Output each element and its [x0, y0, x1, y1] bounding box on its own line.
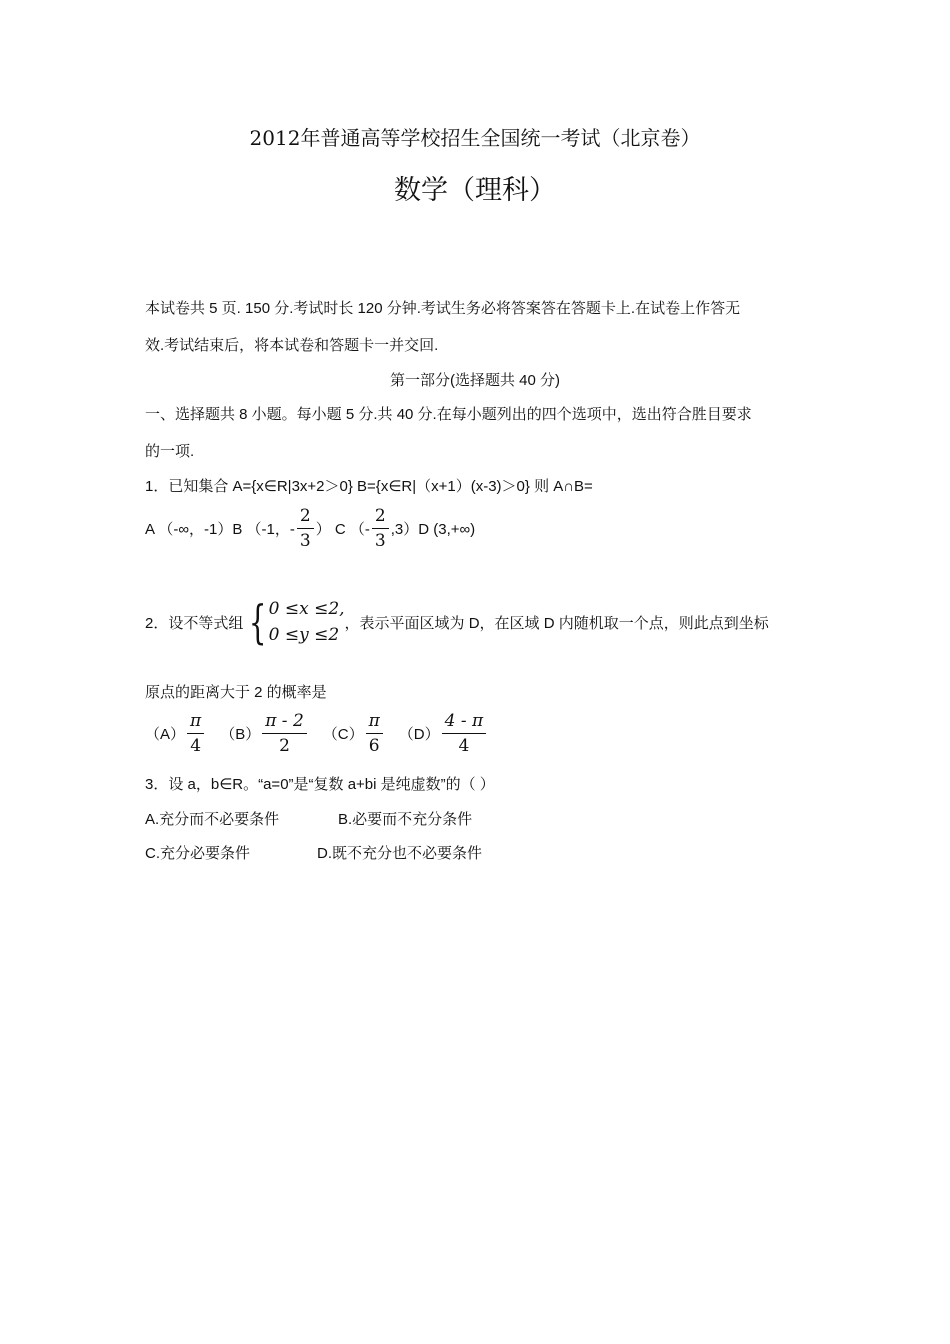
q2-option-b-num: π - 2	[262, 711, 307, 734]
q2-option-c-fraction	[366, 711, 383, 756]
q1-fraction-1	[297, 506, 314, 551]
q1-fraction-1-den: 3	[299, 531, 311, 551]
q2-option-b-label: （B）	[220, 726, 261, 743]
q3-option-d: D.既不充分也不必要条件	[317, 845, 483, 862]
q2-option-a-label: （A）	[145, 726, 186, 743]
q1-stem: 1．已知集合 A={x∈R|3x+2＞0} B={x∈R|（x+1）(x-3)＞0} 则 A∩B=	[145, 478, 593, 495]
q2-option-c-label: （C）	[322, 726, 364, 743]
q3-option-b: B.必要而不充分条件	[338, 811, 473, 828]
q2-option-b	[220, 711, 309, 756]
q3-stem: 3．设 a，b∈R。“a=0”是“复数 a+bi 是纯虚数”的（ ）	[145, 776, 495, 793]
q1-fraction-2	[372, 506, 389, 551]
q2-option-b-fraction	[262, 711, 307, 756]
q2-option-c-den: 6	[368, 736, 380, 756]
part1-instruction-2: 的一项.	[145, 443, 195, 460]
q2-inequality-1: 0 ≤x ≤2,	[268, 599, 345, 619]
q1-fraction-2-den: 3	[374, 531, 386, 551]
q2-option-c-num: π	[366, 711, 383, 734]
q1-option-ab: A （-∞，-1）B （-1，-	[145, 521, 295, 538]
intro-line-2: 效.考试结束后，将本试卷和答题卡一并交回.	[145, 337, 439, 354]
q1-option-cd: ,3）D (3,+∞)	[390, 521, 476, 538]
q1-options	[145, 506, 475, 551]
q2-option-d-fraction	[442, 711, 487, 756]
q2-stem	[145, 596, 769, 648]
q1-option-b-tail: ） C （-	[315, 521, 370, 538]
intro-line-1: 本试卷共 5 页. 150 分.考试时长 120 分钟.考试生务必将答案答在答题卡上.在试卷上作答无	[145, 300, 741, 317]
q2-option-d-label: （D）	[398, 726, 440, 743]
q2-option-d	[399, 711, 488, 756]
q2-prefix: 2．设不等式组	[145, 614, 244, 632]
q2-option-d-num: 4 - π	[442, 711, 487, 734]
q2-options	[145, 711, 488, 756]
q2-inequality-system	[269, 596, 345, 648]
q2-option-a-fraction	[187, 711, 204, 756]
q2-suffix: ，表示平面区域为 D，在区域 D 内随机取一个点，则此点到坐标	[344, 614, 769, 632]
left-brace-icon: {	[249, 595, 267, 649]
part1-instruction-1: 一、选择题共 8 小题。每小题 5 分.共 40 分.在每小题列出的四个选项中，选出符合胜目要求	[145, 406, 752, 423]
q1-fraction-2-num: 2	[372, 506, 389, 529]
q2-option-d-den: 4	[458, 736, 470, 756]
q1-fraction-1-num: 2	[297, 506, 314, 529]
q2-option-b-den: 2	[279, 736, 290, 756]
q3-option-a: A.充分而不必要条件	[145, 811, 280, 828]
q3-option-c: C.充分必要条件	[145, 845, 251, 862]
q2-option-a-num: π	[187, 711, 204, 734]
exam-subtitle: 数学（理科）	[394, 175, 556, 206]
q2-inequality-2: 0 ≤y ≤2	[268, 625, 340, 645]
q2-line-2: 原点的距离大于 2 的概率是	[145, 684, 327, 701]
q2-option-c	[323, 711, 385, 756]
q2-option-a	[145, 711, 206, 756]
q2-option-a-den: 4	[190, 736, 202, 756]
part1-heading: 第一部分(选择题共 40 分)	[389, 372, 560, 389]
exam-title: 2012年普通高等学校招生全国统一考试（北京卷）	[249, 126, 701, 150]
